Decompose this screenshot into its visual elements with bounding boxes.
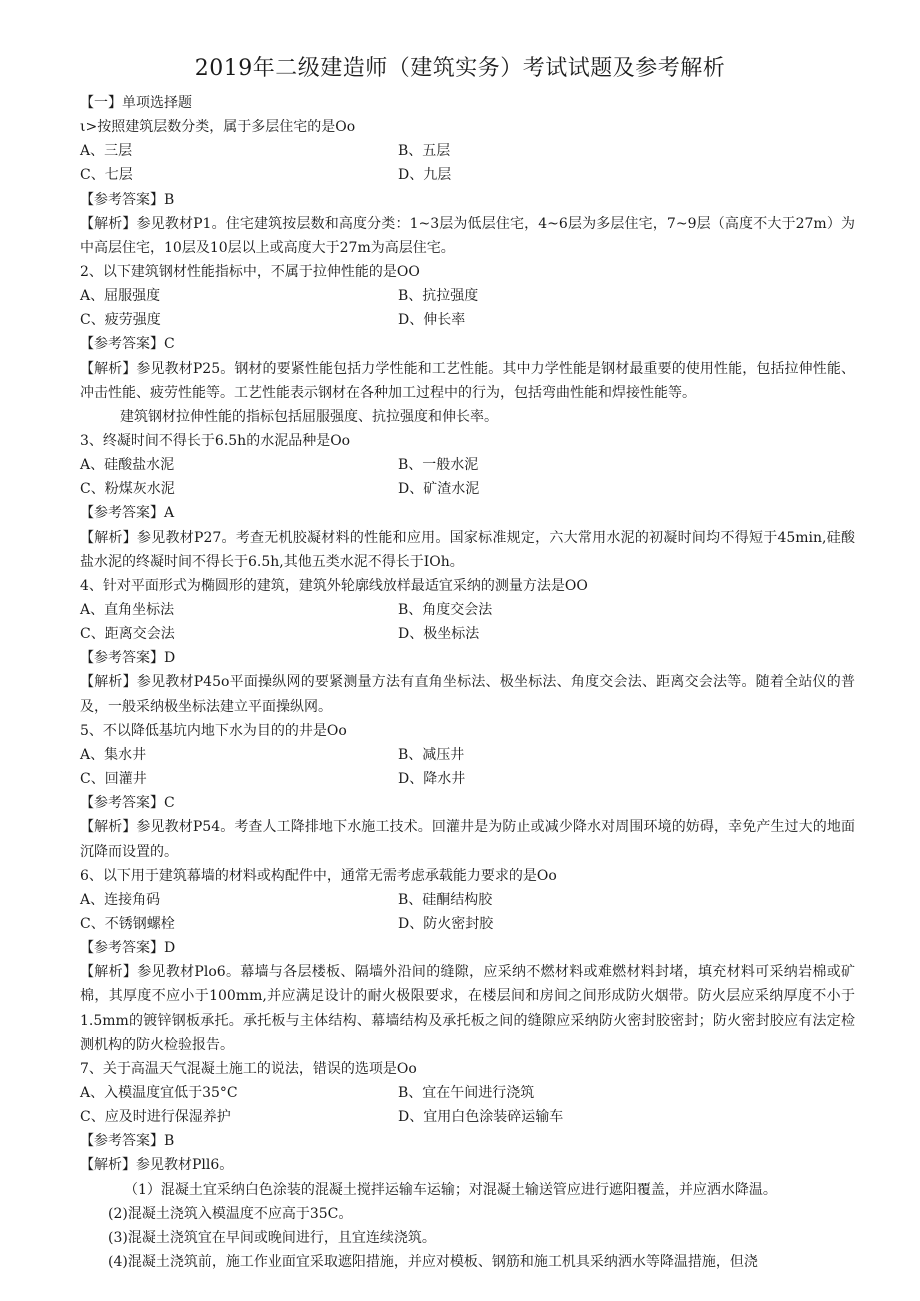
question-5-answer: 【参考答案】C xyxy=(80,795,175,812)
question-2-stem: 2、以下建筑钢材性能指标中，不属于拉伸性能的是OO xyxy=(80,264,420,281)
option-b: B、硅酮结构胶 xyxy=(398,891,493,908)
question-7-point-3: (3)混凝土浇筑宜在早间或晚间进行，且宜连续浇筑。 xyxy=(108,1229,436,1246)
question-1-explanation: 【解析】参见教材P1。住宅建筑按层数和高度分类：1~3层为低层住宅，4~6层为多层住宅，7~9层（高度不大于27m）为中高层住宅，10层及10层以上或高度大于27m为高层住宅。 xyxy=(80,215,855,256)
option-c: C、不锈钢螺栓 xyxy=(80,915,175,932)
question-6-options-row-2 xyxy=(80,912,855,936)
question-2-explanation: 【解析】参见教材P25。钢材的要紧性能包括力学性能和工艺性能。其中力学性能是钢材最重要的使用性能，包括拉伸性能、冲击性能、疲劳性能等。工艺性能表示钢材在各种加工过程中的行为，包括弯曲性能和焊接性能等。 xyxy=(80,360,855,401)
question-7-options-row-1 xyxy=(80,1081,855,1105)
question-3-options-row-2 xyxy=(80,477,855,501)
question-4-stem: 4、针对平面形式为椭圆形的建筑，建筑外轮廓线放样最适宜采纳的测量方法是OO xyxy=(80,577,588,594)
question-7-answer: 【参考答案】B xyxy=(80,1133,175,1150)
question-4-options-row-1 xyxy=(80,598,855,622)
question-2-explanation-note: 建筑钢材拉伸性能的指标包括屈服强度、抗拉强度和伸长率。 xyxy=(120,408,498,425)
option-d: D、矿渣水泥 xyxy=(398,481,480,498)
option-c: C、应及时进行保湿养护 xyxy=(80,1109,231,1126)
option-b: B、减压井 xyxy=(398,746,465,763)
question-2-options-row-2 xyxy=(80,308,855,332)
option-a: A、直角坐标法 xyxy=(80,602,175,619)
question-3-options-row-1 xyxy=(80,453,855,477)
option-b: B、宜在午间进行浇筑 xyxy=(398,1084,535,1101)
option-b: B、五层 xyxy=(398,143,451,160)
option-a: A、集水井 xyxy=(80,746,147,763)
option-a: A、连接角码 xyxy=(80,891,161,908)
option-b: B、角度交会法 xyxy=(398,602,493,619)
option-c: C、距离交会法 xyxy=(80,626,175,643)
document-title: 2019年二级建造师（建筑实务）考试试题及参考解析 xyxy=(194,56,726,81)
option-d: D、防火密封胶 xyxy=(398,915,494,932)
option-a: A、三层 xyxy=(80,143,133,160)
question-3-answer: 【参考答案】A xyxy=(80,505,175,522)
option-a: A、屈服强度 xyxy=(80,288,161,305)
question-7-options-row-2 xyxy=(80,1105,855,1129)
option-c: C、七层 xyxy=(80,167,133,184)
question-5-stem: 5、不以降低基坑内地下水为目的的井是Oo xyxy=(80,722,347,739)
question-7-stem: 7、关于高温天气混凝土施工的说法，错误的选项是Oo xyxy=(80,1060,417,1077)
option-c: C、回灌井 xyxy=(80,771,147,788)
question-1-stem: ι>按照建筑层数分类，属于多层住宅的是Oo xyxy=(80,119,356,136)
question-5-options-row-2 xyxy=(80,767,855,791)
document-body xyxy=(80,91,855,1274)
question-7-point-1: （1）混凝土宜采纳白色涂装的混凝土搅拌运输车运输；对混凝土输送管应进行遮阳覆盖，并应洒水降温。 xyxy=(124,1181,777,1198)
question-6-stem: 6、以下用于建筑幕墙的材料或构配件中，通常无需考虑承载能力要求的是Oo xyxy=(80,867,557,884)
option-a: A、入模温度宜低于35°C xyxy=(80,1084,238,1101)
question-6-explanation: 【解析】参见教材Plo6。幕墙与各层楼板、隔墙外沿间的缝隙，应采纳不燃材料或难燃材料封堵，填充材料可采纳岩棉或矿棉，其厚度不应小于100mm,并应满足设计的耐火极限要求，在楼层间和房间之间形成防火烟带。防火层应采纳厚度不小于1.5mm的镀锌钢板承托。承托板与主体结构、幕墙结构及承托板之间的缝隙应采纳防火密封胶密封；防火密封胶应有法定检测机构的防火检验报告。 xyxy=(80,964,855,1053)
option-b: B、一般水泥 xyxy=(398,457,479,474)
option-d: D、降水井 xyxy=(398,771,466,788)
question-7-point-2: (2)混凝土浇筑入模温度不应高于35C。 xyxy=(108,1205,353,1222)
question-1-answer: 【参考答案】B xyxy=(80,191,175,208)
question-7-point-4: (4)混凝土浇筑前，施工作业面宜采取遮阳措施，并应对模板、钢筋和施工机具采纳洒水等降温措施，但浇 xyxy=(108,1253,758,1270)
question-2-answer: 【参考答案】C xyxy=(80,336,175,353)
option-d: D、宜用白色涂装碎运输车 xyxy=(398,1109,564,1126)
option-b: B、抗拉强度 xyxy=(398,288,479,305)
question-6-options-row-1 xyxy=(80,888,855,912)
question-4-options-row-2 xyxy=(80,622,855,646)
question-3-stem: 3、终凝时间不得长于6.5h的水泥品种是Oo xyxy=(80,433,351,450)
option-c: C、疲劳强度 xyxy=(80,312,161,329)
question-4-explanation: 【解析】参见教材P45o平面操纵网的要紧测量方法有直角坐标法、极坐标法、角度交会法、距离交会法等。随着全站仪的普及，一般采纳极坐标法建立平面操纵网。 xyxy=(80,674,855,715)
question-5-explanation: 【解析】参见教材P54。考查人工降排地下水施工技术。回灌井是为防止或减少降水对周围环境的妨碍，幸免产生过大的地面沉降而设置的。 xyxy=(80,819,855,860)
question-3-explanation: 【解析】参见教材P27。考查无机胶凝材料的性能和应用。国家标准规定，六大常用水泥的初凝时间均不得短于45min,硅酸盐水泥的终凝时间不得长于6.5h,其他五类水泥不得长于IOh。 xyxy=(80,529,855,570)
question-1-options-row-2 xyxy=(80,163,855,187)
question-2-options-row-1 xyxy=(80,284,855,308)
question-7-explanation: 【解析】参见教材Pll6。 xyxy=(80,1157,234,1174)
question-4-answer: 【参考答案】D xyxy=(80,650,176,667)
option-d: D、极坐标法 xyxy=(398,626,480,643)
option-d: D、九层 xyxy=(398,167,452,184)
option-c: C、粉煤灰水泥 xyxy=(80,481,175,498)
section-heading: 【一】单项选择题 xyxy=(80,95,192,111)
question-5-options-row-1 xyxy=(80,743,855,767)
question-6-answer: 【参考答案】D xyxy=(80,940,176,957)
question-1-options-row-1 xyxy=(80,139,855,163)
option-d: D、伸长率 xyxy=(398,312,466,329)
option-a: A、硅酸盐水泥 xyxy=(80,457,175,474)
